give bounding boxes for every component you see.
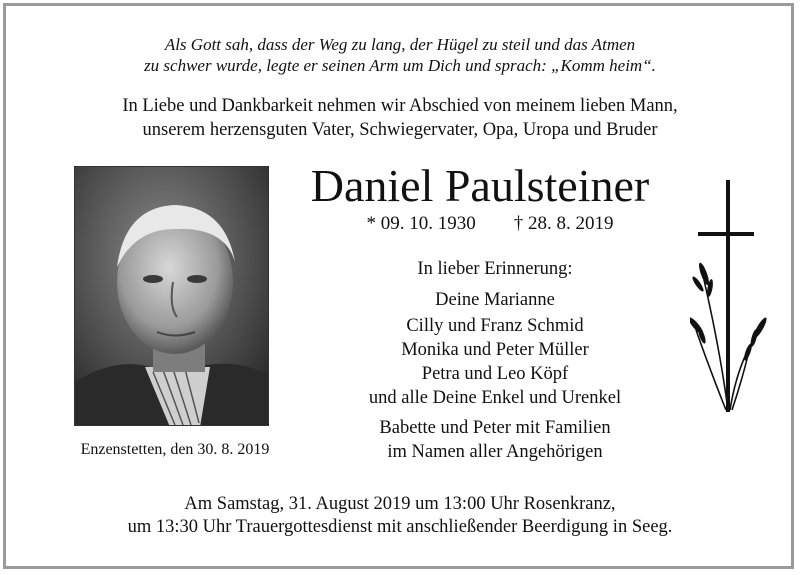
- birth-date: * 09. 10. 1930: [366, 213, 476, 234]
- place-and-date: Enzenstetten, den 30. 8. 2019: [80, 441, 270, 458]
- mourner-siblings: [330, 416, 660, 464]
- poem-line-2: zu schwer wurde, legte er seinen Arm um Dich und sprach: „Komm heim“.: [144, 56, 656, 75]
- mourner-spouse: Deine Marianne: [435, 290, 555, 310]
- funeral-line-1: Am Samstag, 31. August 2019 um 13:00 Uhr Rosenkranz,: [184, 494, 616, 514]
- poem-line-1: Als Gott sah, dass der Weg zu lang, der Hügel zu steil und das Atmen: [164, 35, 636, 54]
- cross-with-wheat-icon: [690, 180, 770, 415]
- mourner-child: Petra und Leo Köpf: [421, 364, 569, 384]
- mourner-child: Cilly und Franz Schmid: [406, 316, 584, 336]
- intro-line-2: unserem herzensguten Vater, Schwiegervater, Opa, Uropa und Bruder: [142, 120, 658, 140]
- mourner-sibling: im Namen aller Angehörigen: [387, 442, 603, 462]
- intro-line-1: In Liebe und Dankbarkeit nehmen wir Abschied von meinem lieben Mann,: [122, 96, 678, 116]
- intro-text: [40, 94, 760, 142]
- mourners-heading: In lieber Erinnerung:: [417, 259, 573, 279]
- mourner-sibling: Babette und Peter mit Familien: [379, 418, 611, 438]
- life-dates: [330, 213, 650, 235]
- funeral-info: [60, 493, 740, 539]
- deceased-name: Daniel Paulsteiner: [310, 160, 650, 211]
- mourner-children: [330, 314, 660, 386]
- funeral-line-2: um 13:30 Uhr Trauergottesdienst mit anschließender Beerdigung in Seeg.: [127, 517, 673, 537]
- mourner-child: Monika und Peter Müller: [401, 340, 589, 360]
- poem: [60, 34, 740, 76]
- death-date: † 28. 8. 2019: [513, 213, 614, 234]
- mourner-grandchildren: und alle Deine Enkel und Urenkel: [368, 388, 622, 408]
- portrait-photo: [74, 166, 269, 426]
